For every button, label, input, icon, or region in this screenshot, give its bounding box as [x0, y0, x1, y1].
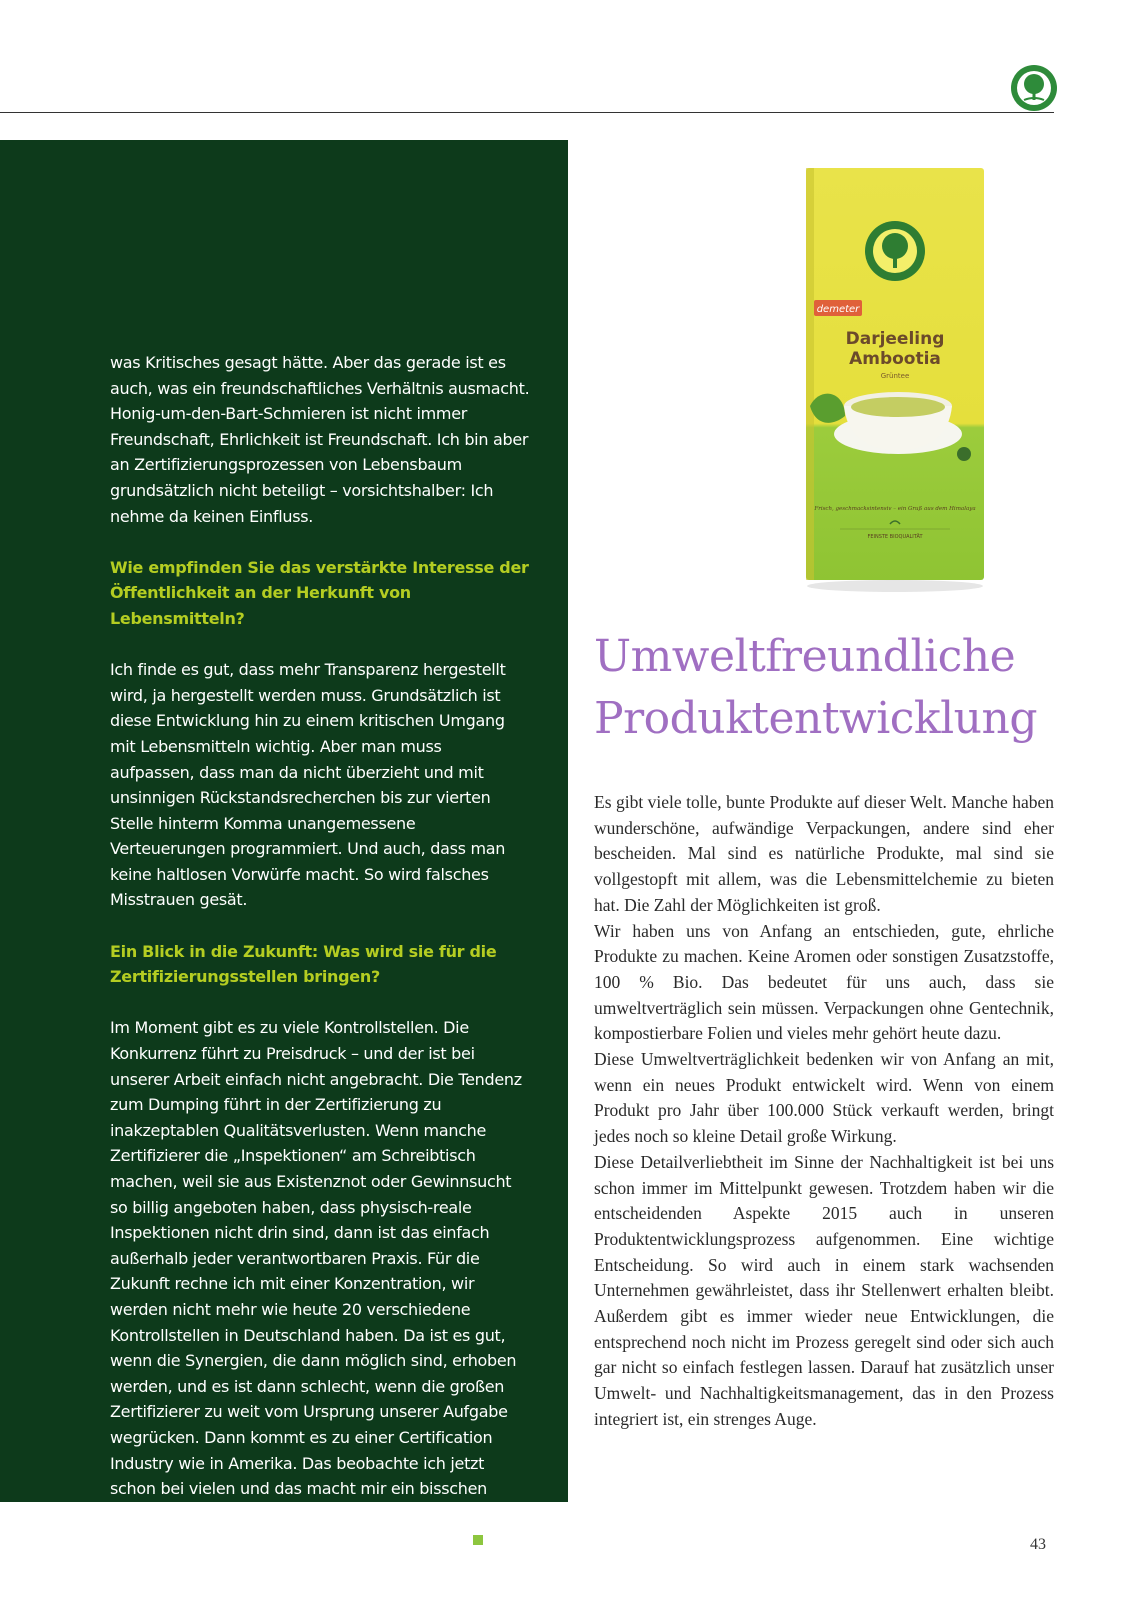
- article-paragraph: Diese Umweltverträglichkeit bedenken wir von Anfang an mit, wenn ein neues Produkt entwickelt wird. Wenn von einem Produkt pro Jahr über 100.000 Stück verkauft werden, bringt jedes noch so kleine Detail große Wirkung.: [594, 1049, 1054, 1147]
- headline-line-2: Produktentwicklung: [594, 693, 1037, 744]
- package-tree-icon: [865, 221, 925, 281]
- question-1: Wie empfinden Sie das verstärkte Interesse der Öffentlichkeit an der Herkunft von Lebensmitteln?: [110, 557, 529, 628]
- article-body: [594, 790, 1054, 1433]
- product-name-line1: Darjeeling: [845, 329, 945, 349]
- answer-2: [110, 1015, 530, 1552]
- question-2: Ein Blick in die Zukunft: Was wird sie für die Zertifizierungsstellen bringen?: [110, 941, 497, 987]
- article-paragraph: Wir haben uns von Anfang an entschieden, gute, ehrliche Produkte zu machen. Keine Aromen oder sonstigen Zusatzstoffe, 100 % Bio. Das bedeutet für uns auch, dass sie umweltverträglich sein müssen. Verpackungen ohne Gentechnik, kompostierbare Folien und vieles mehr gehört heute dazu.: [594, 920, 1054, 1044]
- demeter-badge: demeter: [816, 304, 860, 315]
- end-square-icon: [473, 1535, 483, 1545]
- answer-2-text: Im Moment gibt es zu viele Kontrollstellen. Die Konkurrenz führt zu Preisdruck – und der ist bei unserer Arbeit einfach nicht angebracht. Die Tendenz zum Dumping führt in der Zertifizierung zu inakzeptablen Qualitätsverlusten. Wenn manche Zertifizierer die „Inspektionen“ am Schreibtisch machen, weil sie aus Existenznot oder Gewinnsucht so billig angeboten haben, dass physisch-reale Inspektionen nicht drin sind, dann ist das einfach außerhalb jeder verantwortbaren Praxis. Für die Zukunft rechne ich mit einer Konzentration, wir werden nicht mehr wie heute 20 verschiedene Kontrollstellen in Deutschland haben. Da ist es gut, wenn die Synergien, die dann möglich sind, erhoben werden, und es ist dann schlecht, wenn die großen Zertifizierer zu weit vom Ursprung unserer Aufgabe wegrücken. Dann kommt es zu einer Certification Industry wie in Amerika. Das beobachte ich jetzt schon bei vielen und das macht mir ein bisschen Angst. Der Ökolandbau ist ein ganzheitliches Konzept, daran muss sich die Zertifizierung orientieren.: [110, 1018, 529, 1550]
- product-tagline: Frisch, geschmacksintensiv – ein Gruß aus dem Himalaya: [814, 506, 976, 512]
- article-paragraph: Es gibt viele tolle, bunte Produkte auf dieser Welt. Manche haben wunderschöne, aufwändige Verpackungen, andere sind eher bescheiden. Mal sind es natürliche Produkte, mal sind sie vollgestopft mit allem, was die Lebensmittelchemie zu bieten hat. Die Zahl der Möglichkeiten ist groß.: [594, 792, 1054, 915]
- interview-column: [110, 350, 530, 1553]
- answer-1: Ich finde es gut, dass mehr Transparenz hergestellt wird, ja hergestellt werden muss. Grundsätzlich ist diese Entwicklung hin zu einem kritischen Umgang mit Lebensmitteln wichtig. Aber man muss aufpassen, dass man da nicht überzieht und mit unsinnigen Rückstandsrecherchen bis zur vierten Stelle hinterm Komma unangemessene Verteuerungen programmiert. Und auch, dass man keine haltlosen Vorwürfe macht. So wird falsches Misstrauen gesät.: [110, 660, 506, 910]
- product-variant: Grüntee: [880, 372, 910, 380]
- product-name-line2: Ambootia: [849, 349, 941, 369]
- tea-package-image: [800, 166, 990, 596]
- headline-line-1: Umweltfreundliche: [594, 631, 1016, 682]
- article-paragraph: Diese Detailverliebtheit im Sinne der Nachhaltigkeit ist bei uns schon immer im Mittelpunkt gewesen. Trotzdem haben wir die entscheidenden Aspekte 2015 auch in unseren Produktentwicklungsprozess aufgenommen. Eine wichtige Entscheidung. So wird auch in einem stark wachsenden Unternehmen gewährleistet, dass ihr Stellenwert erhalten bleibt. Außerdem gibt es immer wieder neue Entwicklungen, die entsprechend noch nicht im Prozess geregelt sind oder sich auch gar nicht so einfach festlegen lassen. Darauf hat zusätzlich unser Umwelt- und Nachhaltigkeitsmanagement, das in den Prozess integriert ist, ein strenges Auge.: [594, 1151, 1054, 1429]
- intro-paragraph: was Kritisches gesagt hätte. Aber das gerade ist es auch, was ein freundschaftliches Verhältnis ausmacht. Honig-um-den-Bart-Schmieren ist nicht immer Freundschaft, Ehrlichkeit ist Freundschaft. Ich bin aber an Zertifizierungsprozessen von Lebensbaum grundsätzlich nicht beteiligt – vorsichtshalber: Ich nehme da keinen Einfluss.: [110, 353, 530, 526]
- lebensbaum-logo-icon: [1010, 64, 1058, 112]
- header-rule: [0, 112, 1054, 113]
- product-quality: FEINSTE BIOQUALITÄT: [867, 534, 923, 540]
- article-headline: [594, 626, 1064, 750]
- page-number: 43: [1030, 1536, 1046, 1553]
